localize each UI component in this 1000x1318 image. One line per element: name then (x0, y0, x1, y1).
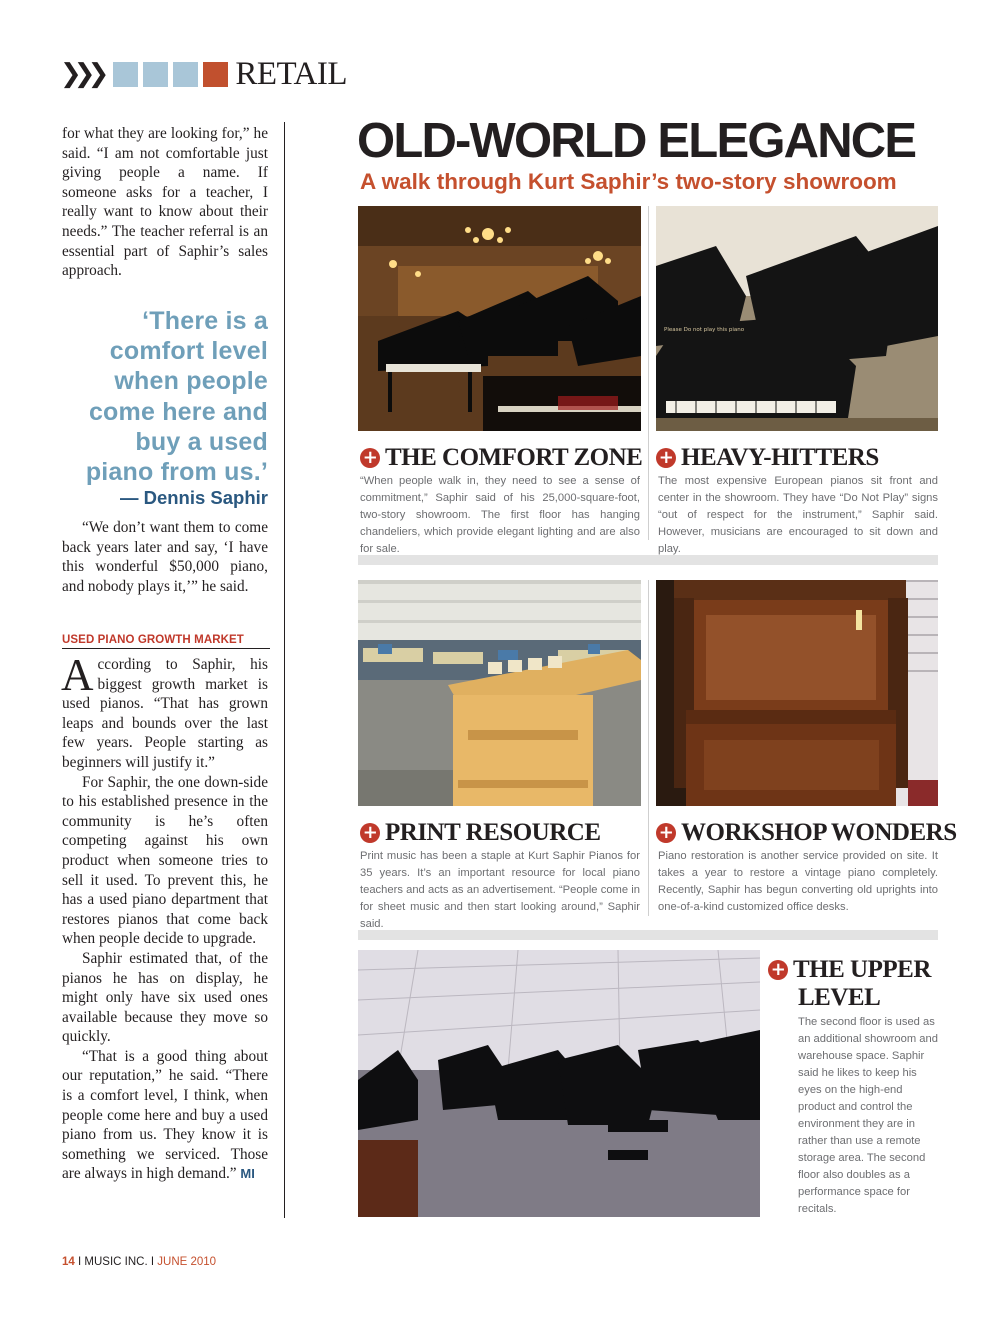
pull-quote (62, 306, 268, 509)
footer-separator: I (150, 1256, 155, 1268)
photo-comfort-zone (358, 206, 641, 431)
body-paragraph-2: For Saphir, the one down-side to his established presence in the community is he’s often competing against his own product when someone tries to sell it used. To prevent this, he has a used piano department that restores pianos that come back when people decide to upgrade. (62, 773, 268, 948)
header-square-2 (143, 62, 168, 87)
magazine-name: MUSIC INC. (84, 1256, 148, 1268)
left-column-intro (62, 124, 268, 281)
article-subtitle: A walk through Kurt Saphir’s two-story showroom (360, 169, 897, 194)
column-separator-1 (648, 206, 649, 540)
plus-icon: + (768, 960, 788, 980)
header-square-3 (173, 62, 198, 87)
plus-icon: + (360, 448, 380, 468)
footer-separator: I (78, 1256, 82, 1268)
intro-paragraph: for what they are looking for,” he said. “I am not comfortable just giving people a name. If someone asks for a teacher, I really want to know about their needs.” The teacher referral is an essential part of Saphir’s sales approach. (62, 125, 268, 280)
caption-title-text: PRINT RESOURCE (385, 819, 601, 846)
subhead-text: USED PIANO GROWTH MARKET (62, 634, 270, 649)
caption-body-workshop-wonders: Piano restoration is another service provided on site. It takes a year to restore a vintage piano completely. Recently, Saphir has begun converting old uprights into one-of-a-kind customized office desks. (658, 850, 938, 913)
caption-title-print-resource (360, 819, 601, 847)
quote-paragraph: “We don’t want them to come back years later and say, ‘I have this wonderful $50,000 piano, and nobody plays it,’” he said. (62, 519, 268, 595)
caption-title-heavy-hitters (656, 444, 879, 472)
pull-quote-text: ‘There is a comfort level when people come here and buy a used piano from us.’ (85, 307, 268, 487)
photo-workshop-wonders (656, 580, 938, 806)
caption-body-heavy-hitters: The most expensive European pianos sit front and center in the showroom. They have “Do Not Play” signs “out of respect for the instrument,” Saphir said. However, musicians are encouraged to sit down and play. (658, 475, 938, 555)
caption-body-upper-level: The second floor is used as an additional showroom and warehouse space. Saphir said he likes to keep his eyes on the high-end product and control the environment they are in rather than use a remote storage area. The second floor also doubles as a performance space for recitals. (798, 1016, 938, 1215)
triple-chevron-icon: ❯❯❯ (60, 59, 102, 89)
plus-icon: + (360, 823, 380, 843)
photo-upper-level (358, 950, 760, 1217)
pull-quote-attribution: — Dennis Saphir (119, 487, 268, 509)
caption-title-workshop-wonders (656, 819, 957, 847)
subhead (62, 634, 270, 649)
header-square-1 (113, 62, 138, 87)
gray-separator-1 (358, 555, 938, 565)
issue-date: JUNE 2010 (157, 1256, 217, 1268)
photo-heavy-hitters (656, 206, 938, 431)
page-footer (62, 1256, 216, 1268)
do-not-play-sign: Please Do not play this piano (664, 327, 745, 333)
caption-title-upper-level (768, 956, 940, 984)
caption-title-text: WORKSHOP WONDERS (681, 819, 957, 846)
body-paragraph-1-text: ccording to Saphir, his biggest growth market is used pianos. “That has grown leaps and bounds over the last few years. People starting as beginners will justify it.” (62, 656, 268, 771)
caption-title-text: HEAVY-HITTERS (681, 444, 879, 471)
caption-body-print-resource: Print music has been a staple at Kurt Saphir Pianos for 35 years. It’s an important resource for local piano teachers and acts as an advertisement. “People come in for sheet music and then start looking around,” Saphir said. (360, 850, 640, 930)
column-rule (284, 122, 285, 1218)
caption-title-text: THE COMFORT ZONE (385, 444, 643, 471)
plus-icon: + (656, 448, 676, 468)
body-paragraph-4 (62, 1047, 268, 1184)
drop-cap: A (61, 650, 94, 700)
section-title: RETAIL (235, 55, 348, 92)
caption-title-line-1: THE UPPER (793, 956, 931, 983)
page-number: 14 (62, 1256, 75, 1268)
header-square-4 (203, 62, 228, 87)
left-column-quote (62, 518, 268, 596)
left-column-body (61, 650, 268, 1184)
caption-title-line-2: LEVEL (798, 984, 881, 1011)
caption-upper-level (768, 956, 940, 1218)
caption-title-upper-level-line-2 (768, 984, 940, 1012)
column-separator-2 (648, 580, 649, 916)
body-paragraph-3: Saphir estimated that, of the pianos he has on display, he might only have six used ones available because they move so quickly. (62, 949, 268, 1046)
caption-title-comfort-zone (360, 444, 642, 472)
body-paragraph-4-text: “That is a good thing about our reputation,” he said. “There is a comfort level, I think, when people come here and buy a used piano from us. They know it is something we serviced. Those are always in high demand.” (62, 1047, 268, 1183)
end-mark: MI (240, 1166, 255, 1182)
photo-print-resource (358, 580, 641, 806)
article-title: OLD-WORLD ELEGANCE (357, 114, 916, 168)
plus-icon: + (656, 823, 676, 843)
body-paragraph-1 (61, 650, 268, 773)
section-header (60, 56, 347, 92)
gray-separator-2 (358, 930, 938, 940)
caption-body-comfort-zone: “When people walk in, they need to see a sense of commitment,” Saphir said of his 25,000-square-foot, two-story showroom. The first floor has hanging chandeliers, which provide elegant lighting and are also for sale. (360, 475, 640, 555)
